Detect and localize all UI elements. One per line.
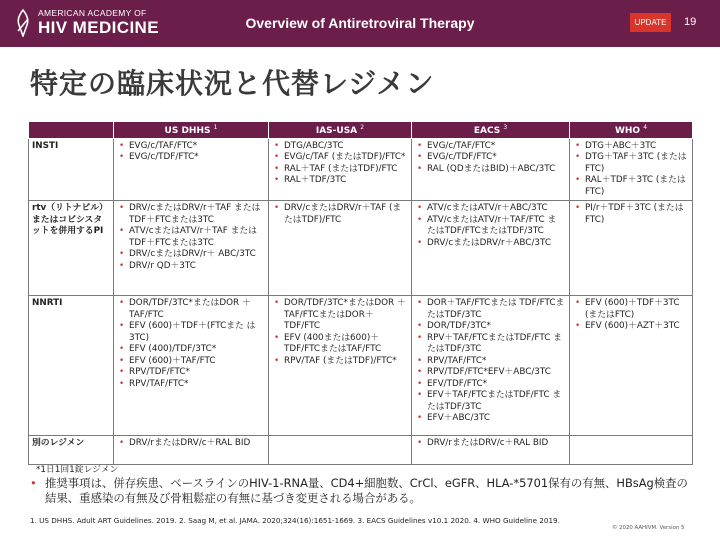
regimen-item: • DOR/TDF/3TC*またはDOR ＋TAF/FTC [118,298,264,321]
header-title: Overview of Antiretroviral Therapy [245,15,475,31]
column-header-us-dhhs: US DHHS $^1$ [114,122,269,139]
regimen-item: • RPV/TDF/FTC* [118,367,264,379]
regimen-item: • EFV (600)＋TAF/FTC [118,356,264,368]
table-cell [269,296,412,436]
regimen-item: • ATV/cまたはATV/r＋TAF またはTDF＋FTCまたは3TC [118,226,264,249]
regimen-item: • DRV/cまたはDRV/r＋ABC/3TC [416,238,565,250]
table-row [29,138,693,201]
column-header-ias-usa: IAS-USA $^2$ [269,122,412,139]
table-cell [412,138,570,201]
regimen-item: • EFV (600)＋TDF＋3TC (またはFTC) [574,298,688,321]
update-badge[interactable]: UPDATE [630,13,671,32]
regimen-item: • ATV/cまたはATV/r＋ABC/3TC [416,203,565,215]
regimen-item: • DRV/rまたはDRV/c＋RAL BID [118,438,264,450]
slide-title: 特定の臨床状況と代替レジメン [30,67,435,100]
regimen-item: • ATV/cまたはATV/r＋TAF/FTC またはTDF/FTCまたはTDF/3TC [416,215,565,238]
table-cell [570,138,693,201]
recommendation-note [30,476,690,506]
regimen-item: • RPV＋TAF/FTCまたはTDF/FTC またはTDF/3TC [416,333,565,356]
regimen-item: • EVG/c/TAF/FTC* [118,141,264,153]
regimen-item: • EFV＋ABC/3TC [416,413,565,425]
regimen-item: • RPV/TDF/FTC*EFV＋ABC/3TC [416,367,565,379]
regimen-item: • EFV (600)＋AZT＋3TC [574,321,688,333]
regimen-item: • RPV/TAF/FTC* [118,379,264,391]
table-cell [570,436,693,465]
regimen-item: • DTG/ABC/3TC [273,141,407,153]
table-cell [269,436,412,465]
column-header-who: WHO $^4$ [570,122,693,139]
regimen-item: • EFV＋TAF/FTCまたはTDF/FTC またはTDF/3TC [416,390,565,413]
table-cell [269,138,412,201]
table-row [29,436,693,465]
regimen-item: • EFV/TDF/FTC* [416,379,565,391]
regimen-item: • RAL＋TDF＋3TC (または FTC) [574,175,688,198]
regimen-item: • DOR/TDF/3TC* [416,321,565,333]
regimen-item: • EFV (400または600)＋ TDF/FTCまたはTAF/FTC [273,333,407,356]
table-row [29,201,693,296]
regimen-item: • EFV (400)/TDF/3TC* [118,344,264,356]
regimen-item: • DRV/rまたはDRV/c＋RAL BID [416,438,565,450]
table-cell [570,201,693,296]
regimen-item: • RAL＋TAF (またはTDF)/FTC [273,164,407,176]
row-header-cell: INSTI [29,138,114,201]
once-daily-footnote: *1日1回1錠レジメン [36,465,119,475]
bullet-icon: • [30,476,37,490]
table-cell [412,296,570,436]
corner-header-cell [29,122,114,139]
regimen-item: • DRV/cまたはDRV/r＋TAF (またはTDF)/FTC [273,203,407,226]
table-cell [114,138,269,201]
table-cell [114,201,269,296]
row-header-cell: NNRTI [29,296,114,436]
regimen-item: • EVG/c/TDF/FTC* [416,152,565,164]
copyright: © 2020 AAHIVM. Version 5 [612,525,685,531]
table-cell [570,296,693,436]
table-cell [114,296,269,436]
logo-main-text: HIV MEDICINE [38,18,159,37]
table-cell [412,201,570,296]
regimen-item: • EVG/c/TAF (またはTDF)/FTC* [273,152,407,164]
slide-number: 19 [684,16,697,28]
row-header-cell: rtv（リトナビル）またはコビシスタットを併用するPI [29,201,114,296]
table-cell [412,436,570,465]
row-header-cell: 別のレジメン [29,436,114,465]
table-header-row [29,122,693,139]
regimen-item: • EVG/c/TDF/FTC* [118,152,264,164]
regimen-item: • PI/r＋TDF＋3TC (または FTC) [574,203,688,226]
regimen-item: • RAL (QDまたはBID)＋ABC/3TC [416,164,565,176]
header-bar [0,0,720,47]
table-cell [269,201,412,296]
regimen-item: • DOR＋TAF/FTCまたは TDF/FTCまたはTDF/3TC [416,298,565,321]
regimen-item: • RPV/TAF (またはTDF)/FTC* [273,356,407,368]
logo-top-text: AMERICAN ACADEMY OF [38,8,147,18]
regimen-item: • RAL＋TDF/3TC [273,175,407,187]
table-row [29,296,693,436]
references: 1. US DHHS. Adult ART Guidelines. 2019. 2. Saag M, et al. JAMA. 2020;324(16):1651-1669. 3. EACS Guidelines v10.1 2020. 4. WHO Guideline 2019. [30,516,560,525]
recommendation-text: 推奨事項は、併存疾患、ベースラインのHIV-1-RNA量、CD4+細胞数、CrCl、eGFR、HLA-*5701保有の有無、HBsAg検査の結果、重感染の有無及び骨粗鬆症の有無に基づき変更される場合がある。 [45,476,688,505]
regimen-item: • DRV/cまたはDRV/r＋TAF またはTDF＋FTCまたは3TC [118,203,264,226]
regimen-item: • DTG＋TAF＋3TC (または FTC) [574,152,688,175]
regimen-item: • DRV/r QD＋3TC [118,261,264,273]
regimen-item: • RPV/TAF/FTC* [416,356,565,368]
table-cell [114,436,269,465]
regimen-item: • DOR/TDF/3TC*またはDOR ＋TAF/FTCまたはDOR＋ TDF/FTC [273,298,407,333]
regimen-item: • EFV (600)＋TDF＋(FTCまた は3TC) [118,321,264,344]
regimen-item: • EVG/c/TAF/FTC* [416,141,565,153]
regimen-item: • DRV/cまたはDRV/r＋ ABC/3TC [118,249,264,261]
regimen-item: • DTG＋ABC＋3TC [574,141,688,153]
regimen-table [28,121,693,465]
column-header-eacs: EACS $^3$ [412,122,570,139]
